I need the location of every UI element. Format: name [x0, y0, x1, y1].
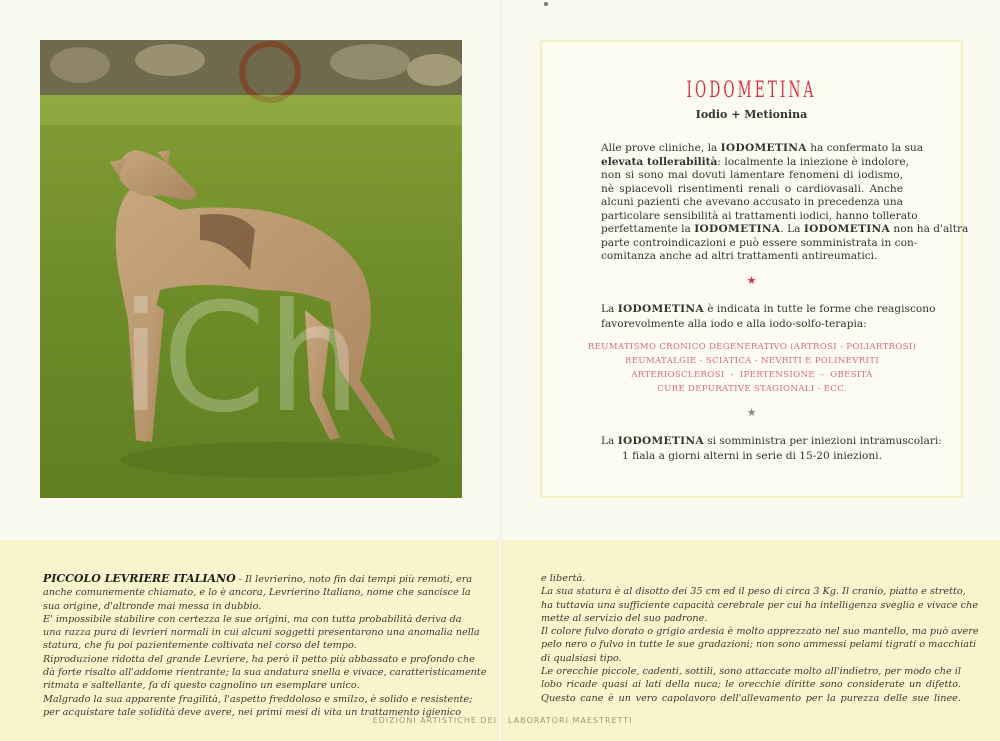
indication-item: ARTERIOSCLEROSI - IPERTENSIONE - OBESITÀ [631, 370, 873, 380]
speck [544, 2, 548, 6]
publisher-footer-right: LABORATORI MAESTRETTI [508, 716, 633, 725]
tolerability-paragraph: Alle prove cliniche, la IODOMETINA ha confermato la sua elevata tollerabilità: localmente la iniezione è indolore, non si sono mai dovuti lamentare fenomeni di iodismo, nè spiacevoli risentimenti renali o cardiovasali. Anche alcuni pazienti che avevano accusato in precedenza una particolare sensibilità ai trattamenti iodici, hanno tollerato perfettamente la IODOMETINA. La IODOMETINA non ha d'altra parte controindicazioni e può essere somministrata in con- comitanza anche ad altri trattamenti antireumatici. [601, 142, 969, 262]
star-divider-gray: ★ [746, 406, 757, 419]
product-title: IODOMETINA [686, 78, 817, 103]
dosage-paragraph: La IODOMETINA si somministra per iniezioni intramuscolari: 1 fiala a giorni alterni in serie di 15-20 iniezioni. [601, 435, 942, 462]
iodometina-panel [540, 40, 969, 498]
star-divider-red: ★ [746, 274, 757, 287]
page-fold [499, 0, 502, 741]
indications-intro: La IODOMETINA è indicata in tutte le forme che reagiscono favorevolmente alla iodo e alla iodo-solfo-terapia: [601, 303, 936, 330]
breed-description-right: e libertà. La sua statura è al disotto dei 35 cm ed il peso di circa 3 Kg. Il cranio, piatto e stretto, ha tuttavia una sufficiente capacità cerebrale per cui ha intelligenza sveglia e vivace che mette al servizio del suo padrone. Il colore fulvo dorato o grigio ardesia è molto apprezzato nel suo mantello, ma può avere pelo nero o fulvo in tutte le sue gradazioni; non sono ammessi pelami tigrati o macchiati di qualsiasi tipo. Le orecchie piccole, cadenti, sottili, sono attaccate molto all'indietro, per modo che il lobo ricade quasi ai lati della nuca; le orecchie diritte sono considerate un difetto. Questo cane è un vero capolavoro dell'allevamento per la purezza delle sue linee. [541, 573, 979, 704]
publisher-footer-left: EDIZIONI ARTISTICHE DEI [372, 716, 497, 725]
indication-item: REUMATALGIE - SCIATICA - NEVRITI E POLINEVRITI [625, 356, 879, 366]
indication-item: REUMATISMO CRONICO DEGENERATIVO (ARTROSI - POLIARTROSI) [587, 342, 917, 352]
breed-description-left: PICCOLO LEVRIERE ITALIANO - Il levrierino, noto fin dai tempi più remoti, era anche comunemente chiamato, e lo è ancora, Levrierino Italiano, nome che sancisce la sua origine, d'altronde mai messa in dubbio. E' impossibile stabilire con certezza le sue origini, ma con tutta probabilità deriva da una razza pura di levrieri normali in cui alcuni soggetti presentarono una anomalia nella statura, che fu poi pazientemente coltivata nel corso del tempo. Riproduzione ridotta del grande Levriere, ha però il petto più abbassato e profondo che dà forte risalto all'addome rientrante; la sua andatura snella e vivace, caratteristicamente ritmata e saltellante, fa di questo cagnolino un esemplare unico. Malgrado la sua apparente fragilità, l'aspetto freddoloso e smilzo, è solido e resistente; per acquistare tale solidità deve avere, nei primi mesi di vita un trattamento igienico [43, 572, 487, 718]
indications-list [582, 340, 922, 396]
dog-photo [40, 40, 462, 498]
watermark-text: iCh [120, 272, 362, 446]
product-subtitle: Iodio + Metionina [695, 108, 808, 121]
indication-item: CURE DEPURATIVE STAGIONALI - ECC. [657, 384, 847, 394]
